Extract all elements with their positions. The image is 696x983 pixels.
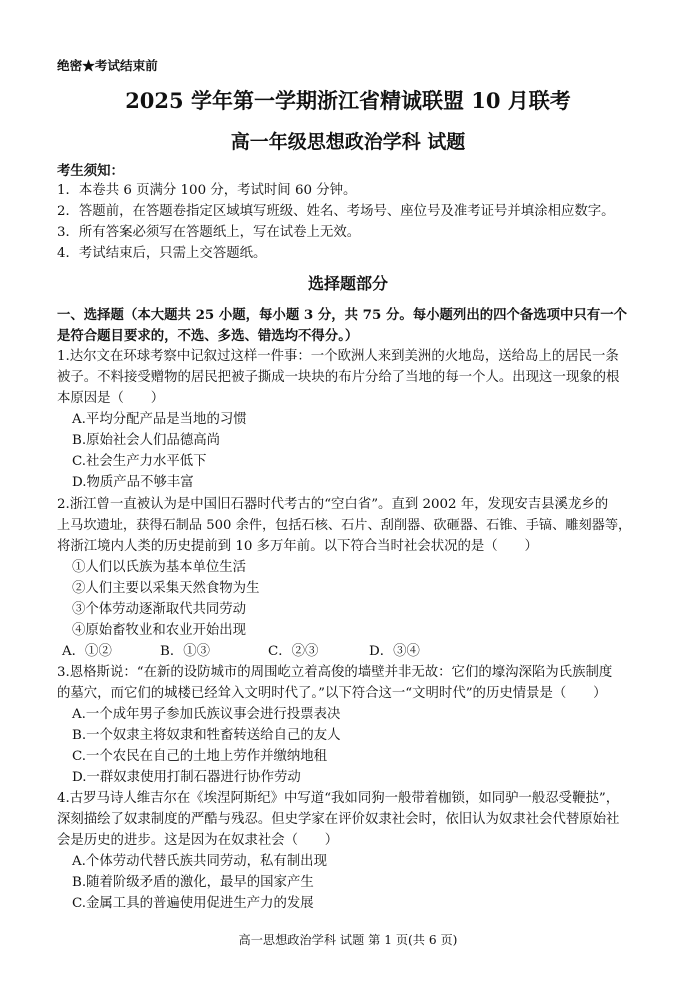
notice-item: 1．本卷共 6 页满分 100 分，考试时间 60 分钟。 xyxy=(57,183,357,198)
instructions-line: 一、选择题（本大题共 25 小题，每小题 3 分，共 75 分。每小题列出的四个备选项中只有一个 xyxy=(57,307,628,323)
q4-stem-line: 4.古罗马诗人维吉尔在《埃涅阿斯纪》中写道“我如同狗一般带着枷锁，如同驴一般忍受鞭挞”， xyxy=(57,791,620,806)
q4-option-c: C.金属工具的普遍使用促进生产力的发展 xyxy=(72,896,314,911)
notice-item: 3．所有答案必须写在答题纸上，写在试卷上无效。 xyxy=(57,225,361,240)
q1-stem-line: 本原因是（ ） xyxy=(57,391,165,406)
q2-statement: ②人们主要以采集天然食物为生 xyxy=(72,581,260,596)
q3-option-b: B.一个奴隶主将奴隶和牲畜转送给自己的友人 xyxy=(72,728,341,743)
notice-item: 2．答题前，在答题卷指定区域填写班级、姓名、考场号、座位号及准考证号并填涂相应数字。 xyxy=(57,204,615,219)
q1-option-b: B.原始社会人们品德高尚 xyxy=(72,433,221,448)
q3-stem-line: 的墓穴，而它们的城楼已经耸入文明时代了。”以下符合这一“文明时代”的历史情景是（ ） xyxy=(57,686,607,701)
q1-option-c: C.社会生产力水平低下 xyxy=(72,454,207,469)
q2-option-d: D．③④ xyxy=(369,644,420,659)
q4-option-b: B.随着阶级矛盾的激化，最早的国家产生 xyxy=(72,875,314,890)
q4-stem-line: 深刻描绘了奴隶制度的严酷与残忍。但史学家在评价奴隶社会时，依旧认为奴隶社会代替原始社 xyxy=(57,812,620,827)
q2-stem-line: 上马坎遗址，获得石制品 500 余件，包括石核、石片、刮削器、砍砸器、石锥、手镐、雕刻器等， xyxy=(57,518,632,533)
q2-option-c: C．②③ xyxy=(268,644,319,659)
q3-stem-line: 3.恩格斯说：“在新的设防城市的周围屹立着高俊的墙壁并非无故：它们的壕沟深陷为氏族制度 xyxy=(57,665,613,680)
q2-statement: ①人们以氏族为基本单位生活 xyxy=(72,560,247,575)
q2-stem-line: 2.浙江曾一直被认为是中国旧石器时代考古的“空白省”。直到 2002 年，发现安吉县溪龙乡的 xyxy=(57,497,609,512)
instructions-line: 是符合题目要求的，不选、多选、错选均不得分。） xyxy=(57,328,359,344)
q1-stem-line: 1.达尔文在环球考察中记叙过这样一件事：一个欧洲人来到美洲的火地岛，送给岛上的居民一条 xyxy=(57,349,619,364)
section-title: 选择题部分 xyxy=(307,274,388,293)
q4-stem-line: 会是历史的进步。这是因为在奴隶社会（ ） xyxy=(57,833,339,848)
q3-option-c: C.一个农民在自己的土地上劳作并缴纳地租 xyxy=(72,749,328,764)
q2-option-b: B．①③ xyxy=(160,644,211,659)
notice-item: 4．考试结束后，只需上交答题纸。 xyxy=(57,246,267,261)
q2-statement: ③个体劳动逐渐取代共同劳动 xyxy=(72,602,247,617)
q2-statement: ④原始畜牧业和农业开始出现 xyxy=(72,623,247,638)
exam-title: 2025 学年第一学期浙江省精诚联盟 10 月联考 xyxy=(125,88,571,113)
q4-option-a: A.个体劳动代替氏族共同劳动，私有制出现 xyxy=(72,854,327,869)
q2-stem-line: 将浙江境内人类的历史提前到 10 多万年前。以下符合当时社会状况的是（ ） xyxy=(57,539,538,554)
q1-stem-line: 被子。不料接受赠物的居民把被子撕成一块块的布片分给了当地的每一个人。出现这一现象的根 xyxy=(57,370,620,385)
q3-option-a: A.一个成年男子参加氏族议事会进行投票表决 xyxy=(72,707,341,722)
exam-subtitle: 高一年级思想政治学科 试题 xyxy=(230,131,466,153)
page-footer: 高一思想政治学科 试题 第 1 页(共 6 页) xyxy=(238,933,458,947)
confidential-mark: 绝密★考试结束前 xyxy=(57,58,158,73)
q1-option-a: A.平均分配产品是当地的习惯 xyxy=(72,412,247,427)
notice-heading: 考生须知： xyxy=(57,163,124,179)
q3-option-d: D.一群奴隶使用打制石器进行协作劳动 xyxy=(72,770,301,785)
q1-option-d: D.物质产品不够丰富 xyxy=(72,475,194,490)
q2-option-a: A．①② xyxy=(62,644,112,659)
